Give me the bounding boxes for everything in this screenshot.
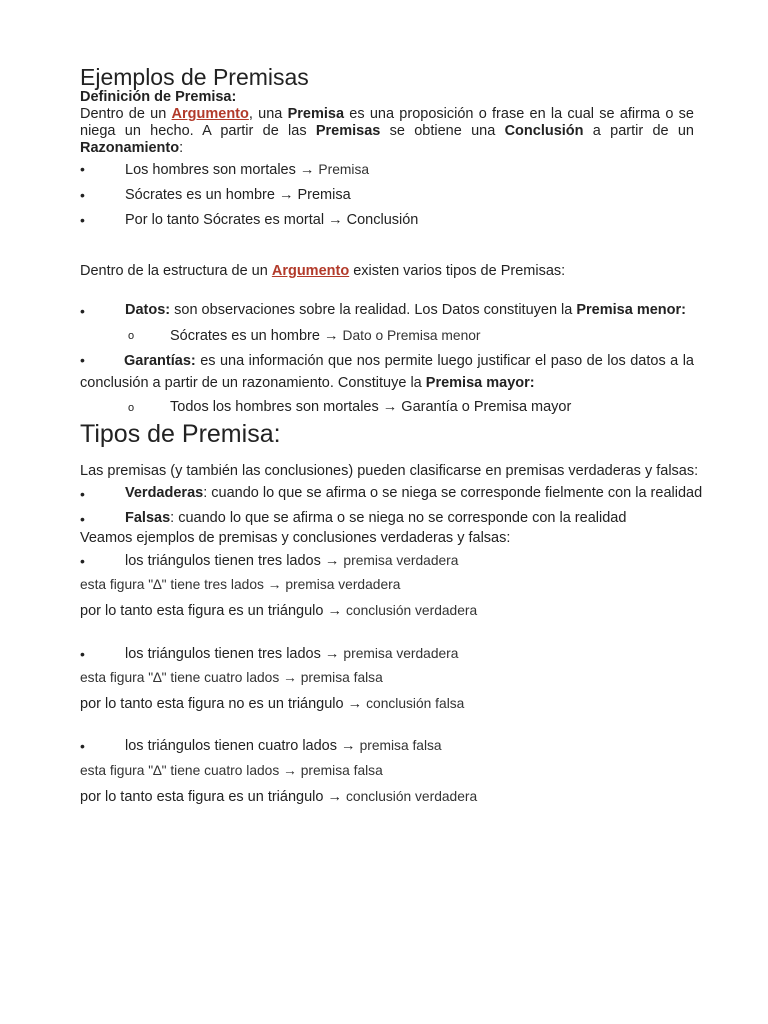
- bullet-marker: •: [80, 161, 85, 177]
- example-line: [125, 552, 458, 570]
- structure-paragraph: [80, 263, 565, 280]
- example-text: los triángulos tienen cuatro lados →: [125, 738, 360, 754]
- garantias-subitem: Todos los hombres son mortales → Garantía o Premisa mayor: [170, 399, 572, 415]
- intro-text-2: , una: [248, 106, 288, 122]
- intro-bold-premisas: Premisas: [315, 123, 381, 139]
- example-tag: premisa verdadera: [343, 646, 459, 661]
- list-item-text: Por lo tanto Sócrates es mortal →: [125, 212, 347, 228]
- verdaderas-item: [125, 485, 702, 502]
- garantias-bold: Premisa mayor:: [425, 375, 535, 391]
- bullet-marker: •: [80, 486, 85, 502]
- sub-bullet-marker: o: [128, 330, 135, 342]
- example-line: esta figura "∆" tiene tres lados → premisa verdadera: [80, 577, 401, 592]
- intro-bold-premisa: Premisa: [287, 106, 345, 122]
- intro-paragraph: [80, 106, 694, 157]
- datos-label: Datos:: [125, 302, 171, 318]
- veamos-text: Veamos ejemplos de premisas y conclusiones verdaderas y falsas:: [80, 530, 511, 546]
- example-text: los triángulos tienen tres lados →: [125, 646, 344, 662]
- datos-subitem: [170, 327, 481, 345]
- intro-bold-conclusion: Conclusión: [504, 123, 584, 139]
- list-item-tag: Premisa: [297, 187, 351, 203]
- datos-bold: Premisa menor:: [576, 302, 686, 318]
- list-item: [125, 161, 369, 179]
- bullet-marker: •: [80, 511, 85, 527]
- structure-text-2: existen varios tipos de Premisas:: [349, 263, 566, 279]
- page-title: Ejemplos de Premisas: [80, 64, 309, 90]
- verdaderas-text: : cuando lo que se afirma o se niega se corresponde fielmente con la realidad: [203, 485, 703, 501]
- bullet-marker: •: [80, 646, 85, 662]
- example-line: [80, 602, 477, 620]
- garantias-text: es una información que nos permite luego justificar el paso de los datos a la conclusión a partir de un razonamiento. Constituye la: [80, 353, 694, 391]
- example-line: [80, 788, 477, 806]
- example-text: por lo tanto esta figura no es un triángulo →: [80, 696, 367, 712]
- list-item-text: Sócrates es un hombre →: [125, 187, 298, 203]
- list-item: [125, 212, 418, 229]
- intro-text-3: es una proposición o frase en la cual se afirma o se niega un hecho. A partir de las: [80, 106, 694, 139]
- sub-bullet-marker: o: [128, 402, 135, 414]
- example-line: [80, 695, 464, 713]
- argumento-link-2[interactable]: Argumento: [271, 263, 350, 279]
- datos-sub-text: Sócrates es un hombre →: [170, 328, 343, 344]
- example-tag: conclusión verdadera: [346, 789, 478, 804]
- example-line: esta figura "∆" tiene cuatro lados → premisa falsa: [80, 670, 383, 685]
- example-line: esta figura "∆" tiene cuatro lados → premisa falsa: [80, 763, 383, 778]
- tipos-title: Tipos de Premisa:: [80, 420, 281, 448]
- list-item: [125, 187, 351, 204]
- list-item-text: Los hombres son mortales →: [125, 162, 319, 178]
- garantias-label: Garantías:: [124, 353, 196, 369]
- falsas-label: Falsas: [125, 510, 171, 526]
- intro-text-6: :: [179, 140, 184, 156]
- structure-text-1: Dentro de la estructura de un: [80, 263, 272, 279]
- definition-heading: Definición de Premisa:: [80, 89, 237, 105]
- argumento-link[interactable]: Argumento: [171, 106, 249, 122]
- intro-text-5: a partir de un: [583, 123, 694, 139]
- bullet-marker: •: [80, 553, 85, 569]
- intro-text-4: se obtiene una: [380, 123, 505, 139]
- falsas-text: : cuando lo que se afirma o se niega no se corresponde con la realidad: [170, 510, 627, 526]
- bullet-marker: •: [80, 212, 85, 228]
- datos-text: son observaciones sobre la realidad. Los Datos constituyen la: [170, 302, 577, 318]
- falsas-item: [125, 510, 626, 527]
- example-tag: conclusión verdadera: [346, 603, 478, 618]
- datos-item: [125, 302, 686, 319]
- list-item-tag: Conclusión: [346, 212, 419, 228]
- example-tag: premisa verdadera: [343, 553, 459, 568]
- example-tag: conclusión falsa: [366, 696, 465, 711]
- bullet-marker: •: [80, 303, 85, 319]
- example-text: los triángulos tienen tres lados →: [125, 553, 344, 569]
- list-item-tag: Premisa: [318, 162, 370, 177]
- bullet-marker: •: [80, 352, 85, 368]
- garantias-item: [80, 350, 694, 394]
- bullet-marker: •: [80, 187, 85, 203]
- datos-sub-tag: Dato o Premisa menor: [342, 328, 481, 343]
- example-text: por lo tanto esta figura es un triángulo →: [80, 603, 346, 619]
- bullet-marker: •: [80, 738, 85, 754]
- example-tag: premisa falsa: [359, 738, 442, 753]
- tipos-intro: Las premisas (y también las conclusiones) pueden clasificarse en premisas verdaderas y falsas:: [80, 463, 699, 479]
- example-text: por lo tanto esta figura es un triángulo →: [80, 789, 346, 805]
- example-line: [125, 645, 458, 663]
- example-line: [125, 737, 442, 755]
- verdaderas-label: Verdaderas: [125, 485, 204, 501]
- intro-text-1: Dentro de un: [80, 106, 172, 122]
- intro-bold-razonamiento: Razonamiento: [80, 140, 180, 156]
